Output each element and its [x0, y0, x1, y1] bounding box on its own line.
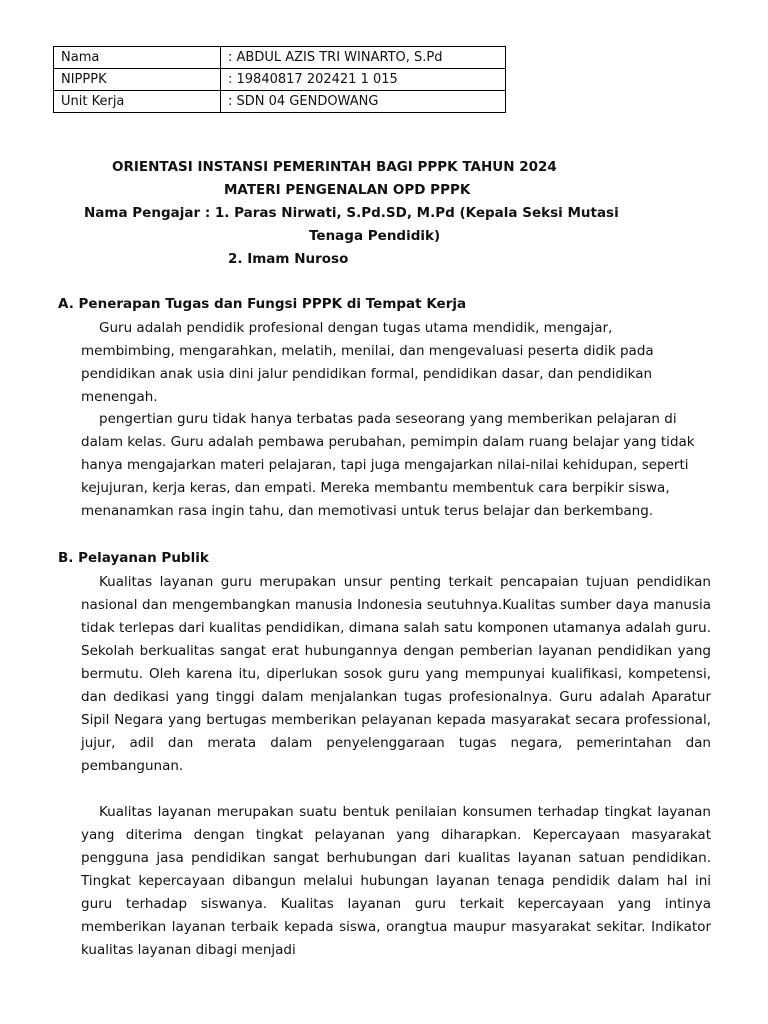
section-a-paragraph-1-text: Guru adalah pendidik profesional dengan tugas utama mendidik, mengajar, membimbing, mengarahkan, melatih, menilai, dan mengevaluasi peserta didik pada pendidikan anak usia dini jalur pendidikan formal, pendidikan dasar, dan pendidikan menengah.: [81, 320, 654, 405]
label-nama: Nama: [54, 47, 221, 69]
teacher-line-2: Tenaga Pendidik): [309, 228, 441, 244]
section-b-paragraph-1-text: Kualitas layanan guru merupakan unsur penting terkait pencapaian tujuan pendidikan nasional dan mengembangkan manusia Indonesia seutuhnya.Kualitas sumber daya manusia tidak terlepas dari kualitas pendidikan, dimana salah satu komponen utamanya adalah guru. Sekolah berkualitas sangat erat hubungannya dengan pemberian layanan pendidikan yang bermutu. Oleh karena itu, diperlukan sosok guru yang mempunyai kualifikasi, kompetensi, dan dedikasi yang tinggi dalam menjalankan tugas profesionalnya. Guru adalah Aparatur Sipil Negara yang bertugas memberikan pelayanan kepada masyarakat secara professional, jujur, adil dan merata dalam penyelenggaraan tugas negara, pemerintahan dan pembangunan.: [81, 574, 711, 774]
section-a-paragraph-2-text: pengertian guru tidak hanya terbatas pada seseorang yang memberikan pelajaran di dalam kelas. Guru adalah pembawa perubahan, pemimpin dalam ruang belajar yang tidak hanya mengajarkan materi pelajaran, tapi juga mengajarkan nilai-nilai kehidupan, seperti kejujuran, kerja keras, dan empati. Mereka membantu membentuk cara berpikir siswa, menanamkan rasa ingin tahu, dan memotivasi untuk terus belajar dan berkembang.: [81, 411, 695, 519]
label-nipppk: NIPPPK: [54, 69, 221, 91]
value-nama: : ABDUL AZIS TRI WINARTO, S.Pd: [221, 47, 506, 69]
section-b-title: B. Pelayanan Publik: [58, 550, 209, 566]
value-nipppk: : 19840817 202421 1 015: [221, 69, 506, 91]
teacher-line-3: 2. Imam Nuroso: [228, 251, 349, 267]
identity-row-nama: [54, 47, 506, 69]
section-b-paragraph-1: [81, 571, 711, 778]
document-subtitle: MATERI PENGENALAN OPD PPPK: [224, 182, 471, 198]
section-a-paragraph-2: [81, 408, 707, 523]
section-b-paragraph-2: [81, 801, 711, 962]
value-unit-kerja: : SDN 04 GENDOWANG: [221, 91, 506, 113]
section-b-paragraph-2-text: Kualitas layanan merupakan suatu bentuk penilaian konsumen terhadap tingkat layanan yang diterima dengan tingkat pelayanan yang diharapkan. Kepercayaan masyarakat pengguna jasa pendidikan sangat berhubungan dari kualitas layanan satuan pendidikan. Tingkat kepercayaan dibangun melalui hubungan layanan tenaga pendidik dalam hal ini guru terhadap siswanya. Kualitas layanan guru terkait kepercayaan yang intinya memberikan layanan terbaik kepada siswa, orangtua maupur masyarakat sekitar. Indikator kualitas layanan dibagi menjadi: [81, 804, 711, 958]
section-a-paragraph-1: [81, 317, 681, 409]
label-unit-kerja: Unit Kerja: [54, 91, 221, 113]
teacher-line-1: Nama Pengajar : 1. Paras Nirwati, S.Pd.SD, M.Pd (Kepala Seksi Mutasi: [84, 205, 619, 221]
identity-table: [53, 46, 506, 113]
section-a-title: A. Penerapan Tugas dan Fungsi PPPK di Tempat Kerja: [58, 296, 467, 312]
identity-row-unit-kerja: [54, 91, 506, 113]
document-title: ORIENTASI INSTANSI PEMERINTAH BAGI PPPK TAHUN 2024: [112, 159, 557, 175]
identity-row-nipppk: [54, 69, 506, 91]
